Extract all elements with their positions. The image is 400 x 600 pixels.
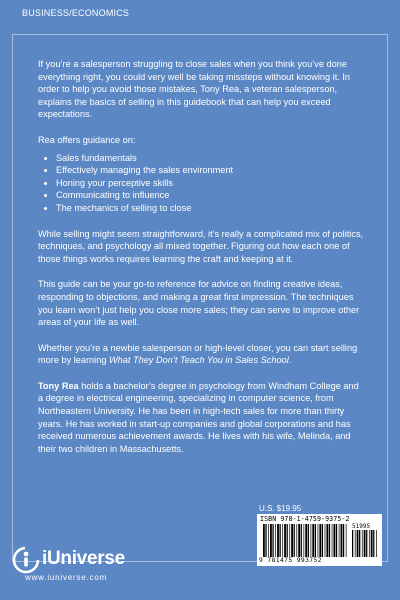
barcode-bar [294, 524, 295, 557]
barcode-bar [287, 524, 288, 557]
author-bio [38, 380, 364, 456]
barcode-bar [322, 524, 323, 557]
barcode-bar [352, 530, 353, 557]
barcode-bar [304, 524, 305, 557]
book-title: What They Don’t Teach You in Sales School [108, 355, 289, 366]
barcode-bar [364, 530, 366, 557]
publisher-name: iUniverse [42, 548, 125, 569]
publisher-logo [12, 546, 152, 586]
barcode-bar [362, 530, 363, 557]
barcode-bar [334, 524, 336, 557]
ean-barcode [263, 524, 349, 557]
barcode-bar [263, 524, 265, 557]
intro-paragraph: If you’re a salesperson struggling to close sales when you think you’ve done everything right, you could very well be taking missteps without knowing it. In order to help you avoid those mistakes, Tony Rea, a veteran salesperson, explains the basics of selling in this guidebook that can help you exceed expectations. [38, 59, 351, 120]
barcode-bar [296, 524, 297, 557]
barcode-bar [366, 530, 367, 557]
barcode-bar [275, 524, 276, 557]
guidance-item: • Communicating to influence [56, 189, 364, 202]
guidance-item: • The mechanics of selling to close [56, 202, 364, 215]
barcode-bar [336, 524, 337, 557]
barcode-bar [319, 524, 321, 557]
barcode-bar [298, 524, 300, 557]
barcode-bar [343, 524, 344, 557]
iuniverse-swirl-icon [12, 546, 40, 574]
guidance-list [38, 152, 364, 215]
reference-paragraph: This guide can be your go-to reference for advice on finding creative ideas, responding to objections, and making a great first impression. The techniques you learn won’t just help you close more sales; they can serve to improve other areas of your life as well. [38, 279, 360, 328]
barcode-bar [371, 530, 373, 557]
barcode-bar [355, 530, 356, 557]
barcode-bar [301, 524, 302, 557]
barcode-bar [289, 524, 290, 557]
barcode-bar [339, 524, 340, 557]
barcode-bar [346, 524, 347, 557]
barcode-bar [332, 524, 333, 557]
craft-paragraph: While selling might seem straightforward, it’s really a complicated mix of politics, techniques, and psychology all mixed together. Figuring out how each one of those things works requires learning the craft and keeping at it. [38, 228, 364, 264]
guidance-item: • Sales fundamentals [56, 152, 364, 165]
barcode-bar [265, 524, 266, 557]
closing-end: . [288, 355, 292, 366]
barcode-bar [326, 524, 328, 557]
barcode-bar [315, 524, 316, 557]
blurb [38, 58, 364, 468]
barcode-bar [305, 524, 307, 557]
barcode-bar [280, 524, 281, 557]
barcode-bar [341, 524, 343, 557]
closing-paragraph [38, 342, 364, 367]
publisher-url: www.iuniverse.com [25, 573, 108, 582]
closing-text: Whether you’re a newbie salesperson or high-level closer, you can start selling more by learning [38, 342, 358, 366]
barcode-bar [308, 524, 309, 557]
barcode-bar [325, 524, 326, 557]
barcode-bar [311, 524, 312, 557]
barcode-bar [369, 530, 370, 557]
barcode-bar [268, 524, 269, 557]
addon-barcode [352, 530, 378, 557]
barcode-box [257, 514, 382, 566]
barcode-bar [357, 530, 359, 557]
author-name: Tony Rea [38, 380, 79, 391]
author-bio-text: holds a bachelor’s degree in psychology from Windham College and a degree in electrical engineering, specializing in computer science, from Northeastern University. He has been in high-tech sales for more than thirty years. He has worked in start-up companies and global corporations and has received numerous achievement awards. He lives with his wife, Melinda, and their two children in Massachusetts. [38, 380, 359, 454]
barcode-bar [329, 524, 330, 557]
guidance-lead: Rea offers guidance on: [38, 134, 136, 145]
barcode-bar [318, 524, 319, 557]
barcode-digits: 9 781475 993752 [259, 557, 322, 564]
barcode-bar [373, 530, 374, 557]
barcode-bar [312, 524, 314, 557]
isbn-label: ISBN 978-1-4759-9375-2 [260, 515, 350, 523]
barcode-bar [272, 524, 273, 557]
barcode-bar [282, 524, 283, 557]
guidance-item: • Honing your perceptive skills [56, 177, 364, 190]
price-code: 51995 [352, 523, 371, 530]
price-label: U.S. $19.95 [259, 504, 302, 513]
category-label: BUSINESS/ECONOMICS [22, 8, 130, 18]
barcode-bar [277, 524, 279, 557]
barcode-bar [291, 524, 293, 557]
barcode-bar [284, 524, 286, 557]
barcode-bar [270, 524, 272, 557]
barcode-bar [376, 530, 377, 557]
guidance-item: • Effectively managing the sales environment [56, 164, 364, 177]
barcode-bar [359, 530, 360, 557]
